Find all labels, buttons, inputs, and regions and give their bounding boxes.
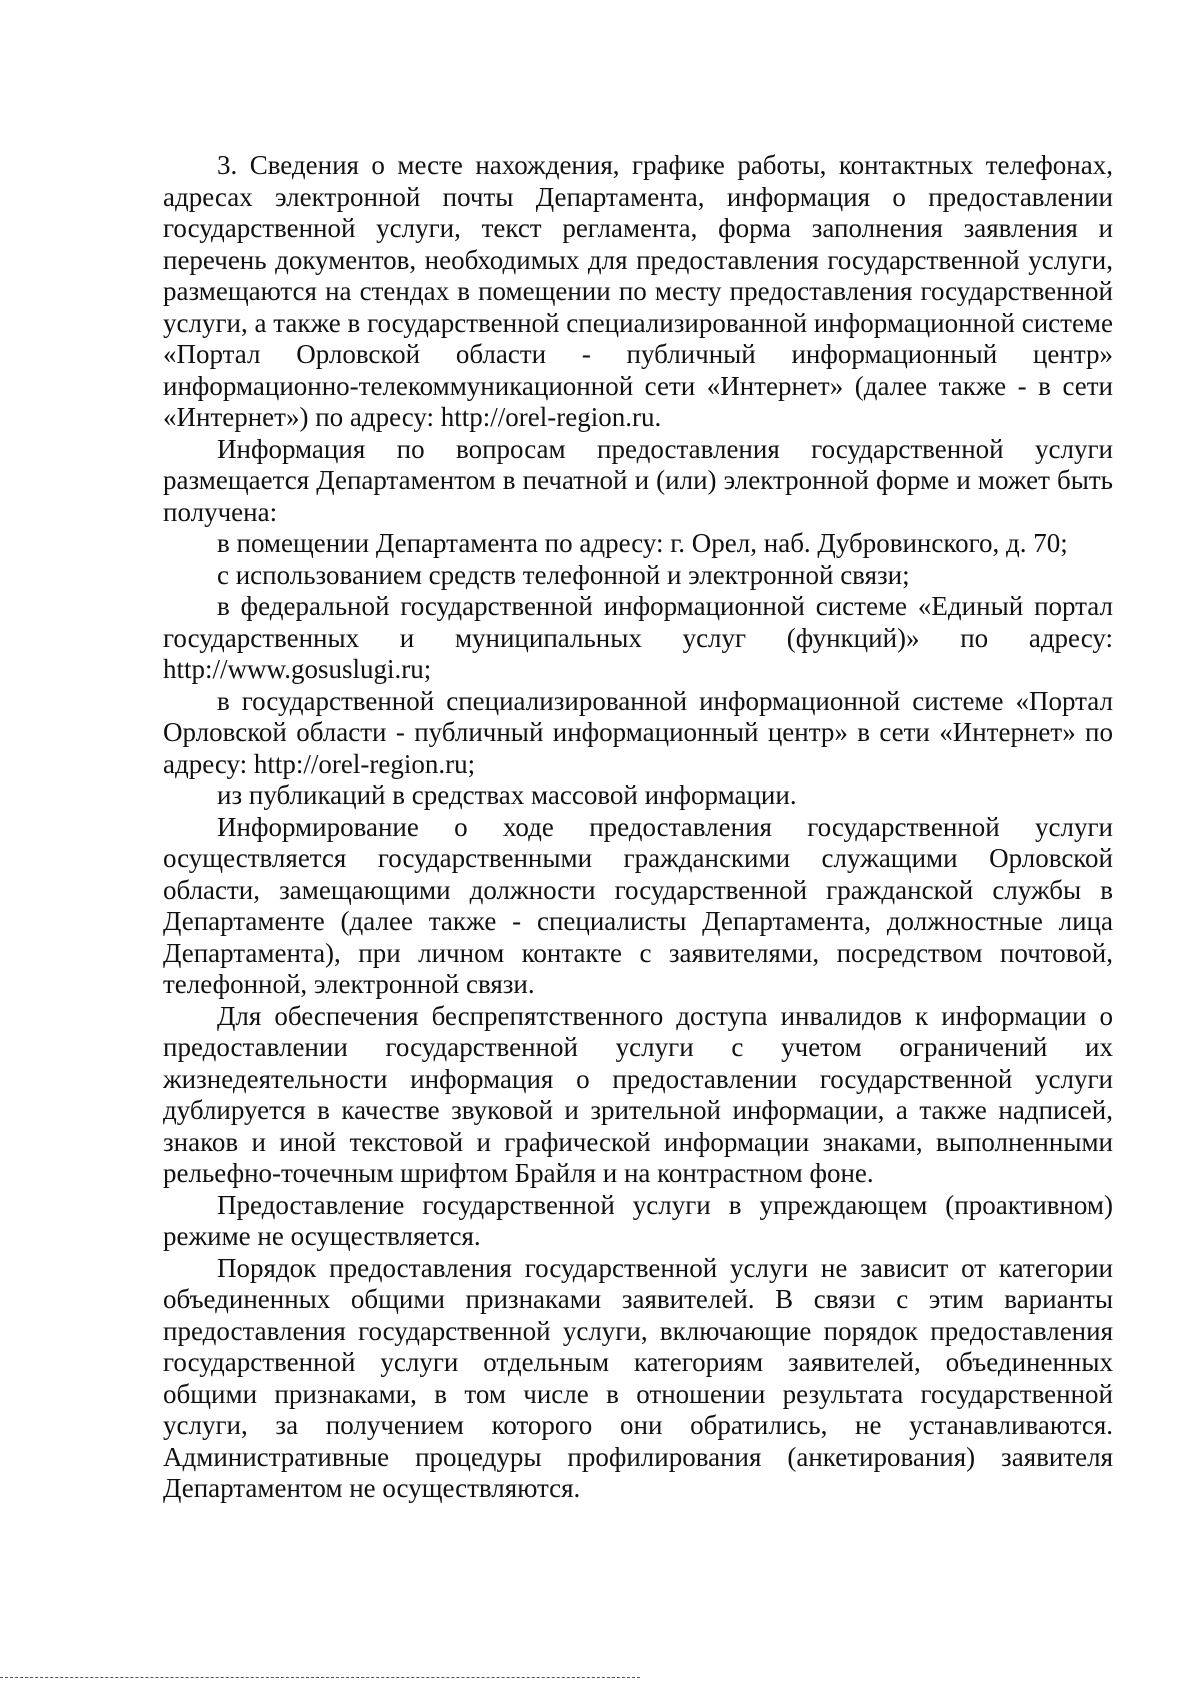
document-body	[163, 150, 1113, 1505]
list-item-regional-portal: в государственной специализированной информационной системе «Портал Орловской области - публичный информационный центр» в сети «Интернет» по адресу: http://orel-region.ru;	[163, 685, 1113, 779]
list-item-federal-portal: в федеральной государственной информационной системе «Единый портал государственных и муниципальных услуг (функций)» по адресу: http://www.gosuslugi.ru;	[163, 591, 1113, 684]
paragraph-service-variants: Порядок предоставления государственной услуги не зависит от категории объединенных общими признаками заявителей. В связи с этим варианты предоставления государственной услуги, включающие порядок предоставления государственной услуги отдельным категориям заявителей, объединенных общими признаками, в том числе в отношении результата государственной услуги, за получением которого они обратились, не устанавливаются. Административные процедуры профилирования (анкетирования) заявителя Департаментом не осуществляются.	[163, 1252, 1113, 1503]
list-item-mass-media: из публикаций в средствах массовой информации.	[217, 780, 797, 810]
paragraph-information-availability: Информация по вопросам предоставления государственной услуги размещается Департаментом в печатной и (или) электронной форме и может быть получена:	[163, 433, 1113, 527]
footer-divider	[0, 1677, 640, 1678]
list-item-phone-electronic: с использованием средств телефонной и электронной связи;	[217, 559, 910, 590]
paragraph-accessibility: Для обеспечения беспрепятственного доступа инвалидов к информации о предоставлении государственной услуги с учетом ограничений их жизнедеятельности информация о предоставлении государственной услуги дублируется в качестве звуковой и зрительной информации, а также надписей, знаков и иной текстовой и графической информации знаками, выполненными рельефно-точечным шрифтом Брайля и на контрастном фоне.	[163, 1000, 1113, 1188]
paragraph-contact-info: 3. Сведения о месте нахождения, графике работы, контактных телефонах, адресах электронной почты Департамента, информация о предоставлении государственной услуги, текст регламента, форма заполнения заявления и перечень документов, необходимых для предоставления государственной услуги, размещаются на стендах в помещении по месту предоставления государственной услуги, а также в государственной специализированной информационной системе «Портал Орловской области - публичный информационный центр» информационно-телекоммуникационной сети «Интернет» (далее также - в сети «Интернет») по адресу: http://orel-region.ru.	[163, 150, 1113, 432]
paragraph-informing-progress: Информирование о ходе предоставления государственной услуги осуществляется государственными гражданскими служащими Орловской области, замещающими должности государственной гражданской службы в Департаменте (далее также - специалисты Департамента, должностные лица Департамента), при личном контакте с заявителями, посредством почтовой, телефонной, электронной связи.	[163, 811, 1113, 999]
list-item-department-address: в помещении Департамента по адресу: г. Орел, наб. Дубровинского, д. 70;	[217, 528, 1068, 558]
paragraph-proactive-mode: Предоставление государственной услуги в упреждающем (проактивном) режиме не осуществляется.	[163, 1189, 1113, 1251]
